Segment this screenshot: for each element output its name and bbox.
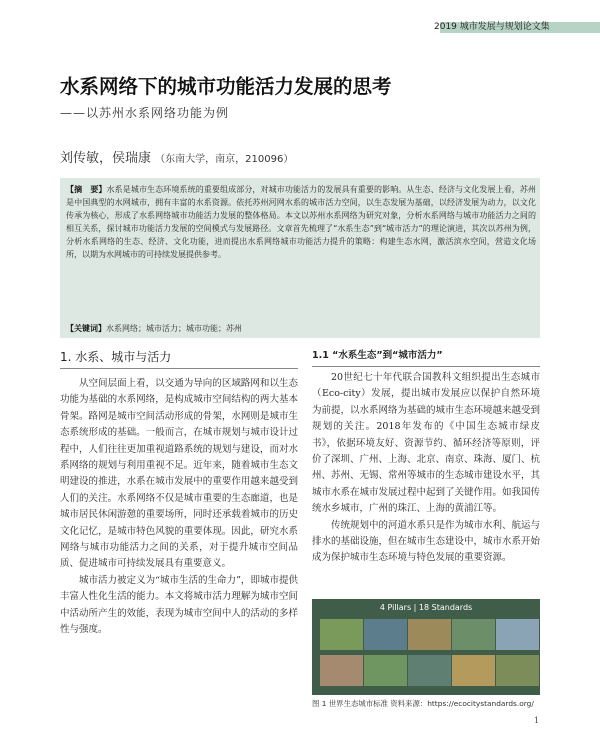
paragraph: 20世纪七十年代联合国教科文组织提出生态城市（Eco-city）发展，提出城市发展应以保护自然环境为前提，以水系网络为基础的城市生态环境越来越受到规划的关注。2018年发布的《中国生态城市绿皮书》，依据环境友好、资源节约、循环经济等原则，评价了深圳、广州、上海、北京、南京、珠海、厦门、杭州、苏州、无锡、常州等城市的生态城市建设水平，其城市水系在城市发展过程中起到了关键作用。如我国传统水乡城市，广州的珠江、上海的黄浦江等。: [312, 372, 540, 515]
keywords-text: 水系网络；城市活力；城市功能；苏州: [106, 324, 242, 333]
figure-tile: [364, 619, 407, 650]
figure-title: 4 Pillars | 18 Standards: [379, 603, 473, 612]
section-heading: 1. 水系、城市与活力: [60, 350, 172, 364]
figure-image: [312, 599, 540, 695]
left-column: [60, 376, 298, 706]
subsection-heading: 1.1 “水系生态”到“城市活力”: [312, 350, 443, 361]
running-title: 2019 城市发展与规划论文集: [434, 22, 550, 32]
figure-tile: [408, 655, 451, 686]
author-affiliation: （东南大学，南京，210096）: [155, 154, 294, 165]
paragraph: 城市活力被定义为“城市生活的生命力”，即城市提供丰富人性化生活的能力。本文将城市活力理解为城市空间中活动所产生的效能，表现为城市空间中人的活动的多样性与强度。: [60, 574, 298, 636]
figure-tile: [452, 655, 495, 686]
figure-tile: [496, 655, 539, 686]
article-title: 水系网络下的城市功能活力发展的思考: [60, 75, 392, 98]
figure-tile: [364, 655, 407, 686]
abstract-label: 【摘 要】: [66, 185, 107, 194]
subsection-rule: [312, 366, 540, 367]
keywords: [66, 323, 536, 335]
paragraph: 传统规划中的河道水系只是作为城市水利、航运与排水的基础设施，但在城市生态建设中，城市水系开始成为保护城市生态环境与特色发展的重要资源。: [312, 519, 540, 564]
abstract: [66, 183, 536, 323]
page-number: 1: [534, 716, 540, 725]
author-names: 刘传敏，侯瑞康: [60, 151, 152, 166]
right-column: [312, 370, 540, 598]
article-subtitle: ——以苏州水系网络功能为例: [60, 106, 230, 120]
abstract-body: 水系是城市生态环境系统的重要组成部分，对城市功能活力的发展具有重要的影响。从生态、经济与文化发展上看，苏州是中国典型的水网城市，拥有丰富的水系资源。依托苏州河网水系的城市活力空间，以生态发展为基础，以经济发展为动力，以文化传承为核心，形成了水系网络城市功能活力发展的整体格局。本文以苏州水系网络为研究对象，分析水系网络与城市功能活力之间的相互关系，探讨城市功能活力发展的空间模式与发展路径。文章首先梳理了“水系生态”到“城市活力”的理论演进，其次以苏州为例，分析水系网络的生态、经济、文化功能，进而提出水系网络城市功能活力提升的策略：构建生态水网，激活滨水空间，营造文化场所，以期为水网城市的可持续发展提供参考。: [66, 185, 536, 259]
figure-caption: 图 1 世界生态城市标准 资料来源：https://ecocitystandards.org/: [312, 699, 534, 708]
figure-tile: [496, 619, 539, 650]
section-rule: [60, 368, 298, 369]
author-line: [60, 150, 293, 169]
figure-tile: [452, 619, 495, 650]
paragraph: 从空间层面上看，以交通为导向的区域路网和以生态功能为基础的水系网络，是构成城市空间结构的两大基本骨架。路网是城市空间活动形成的骨架，水网则是城市生态系统形成的基础。一般而言，在城市规划与城市设计过程中，人们往往更加重视道路系统的规划与建设，而对水系网络的规划与利用重视不足。近年来，随着城市生态文明建设的推进，水系在城市发展中的重要作用越来越受到人们的关注。水系网络不仅是城市重要的生态廊道，也是城市居民休闲游憩的重要场所，同时还承载着城市的历史文化记忆，是城市特色风貌的重要体现。因此，研究水系网络与城市功能活力之间的关系，对于提升城市空间品质、促进城市可持续发展具有重要意义。: [60, 378, 298, 570]
figure-tile: [408, 619, 451, 650]
figure-tile: [320, 655, 363, 686]
figure-tile: [320, 619, 363, 650]
keywords-label: 【关键词】: [66, 324, 106, 333]
